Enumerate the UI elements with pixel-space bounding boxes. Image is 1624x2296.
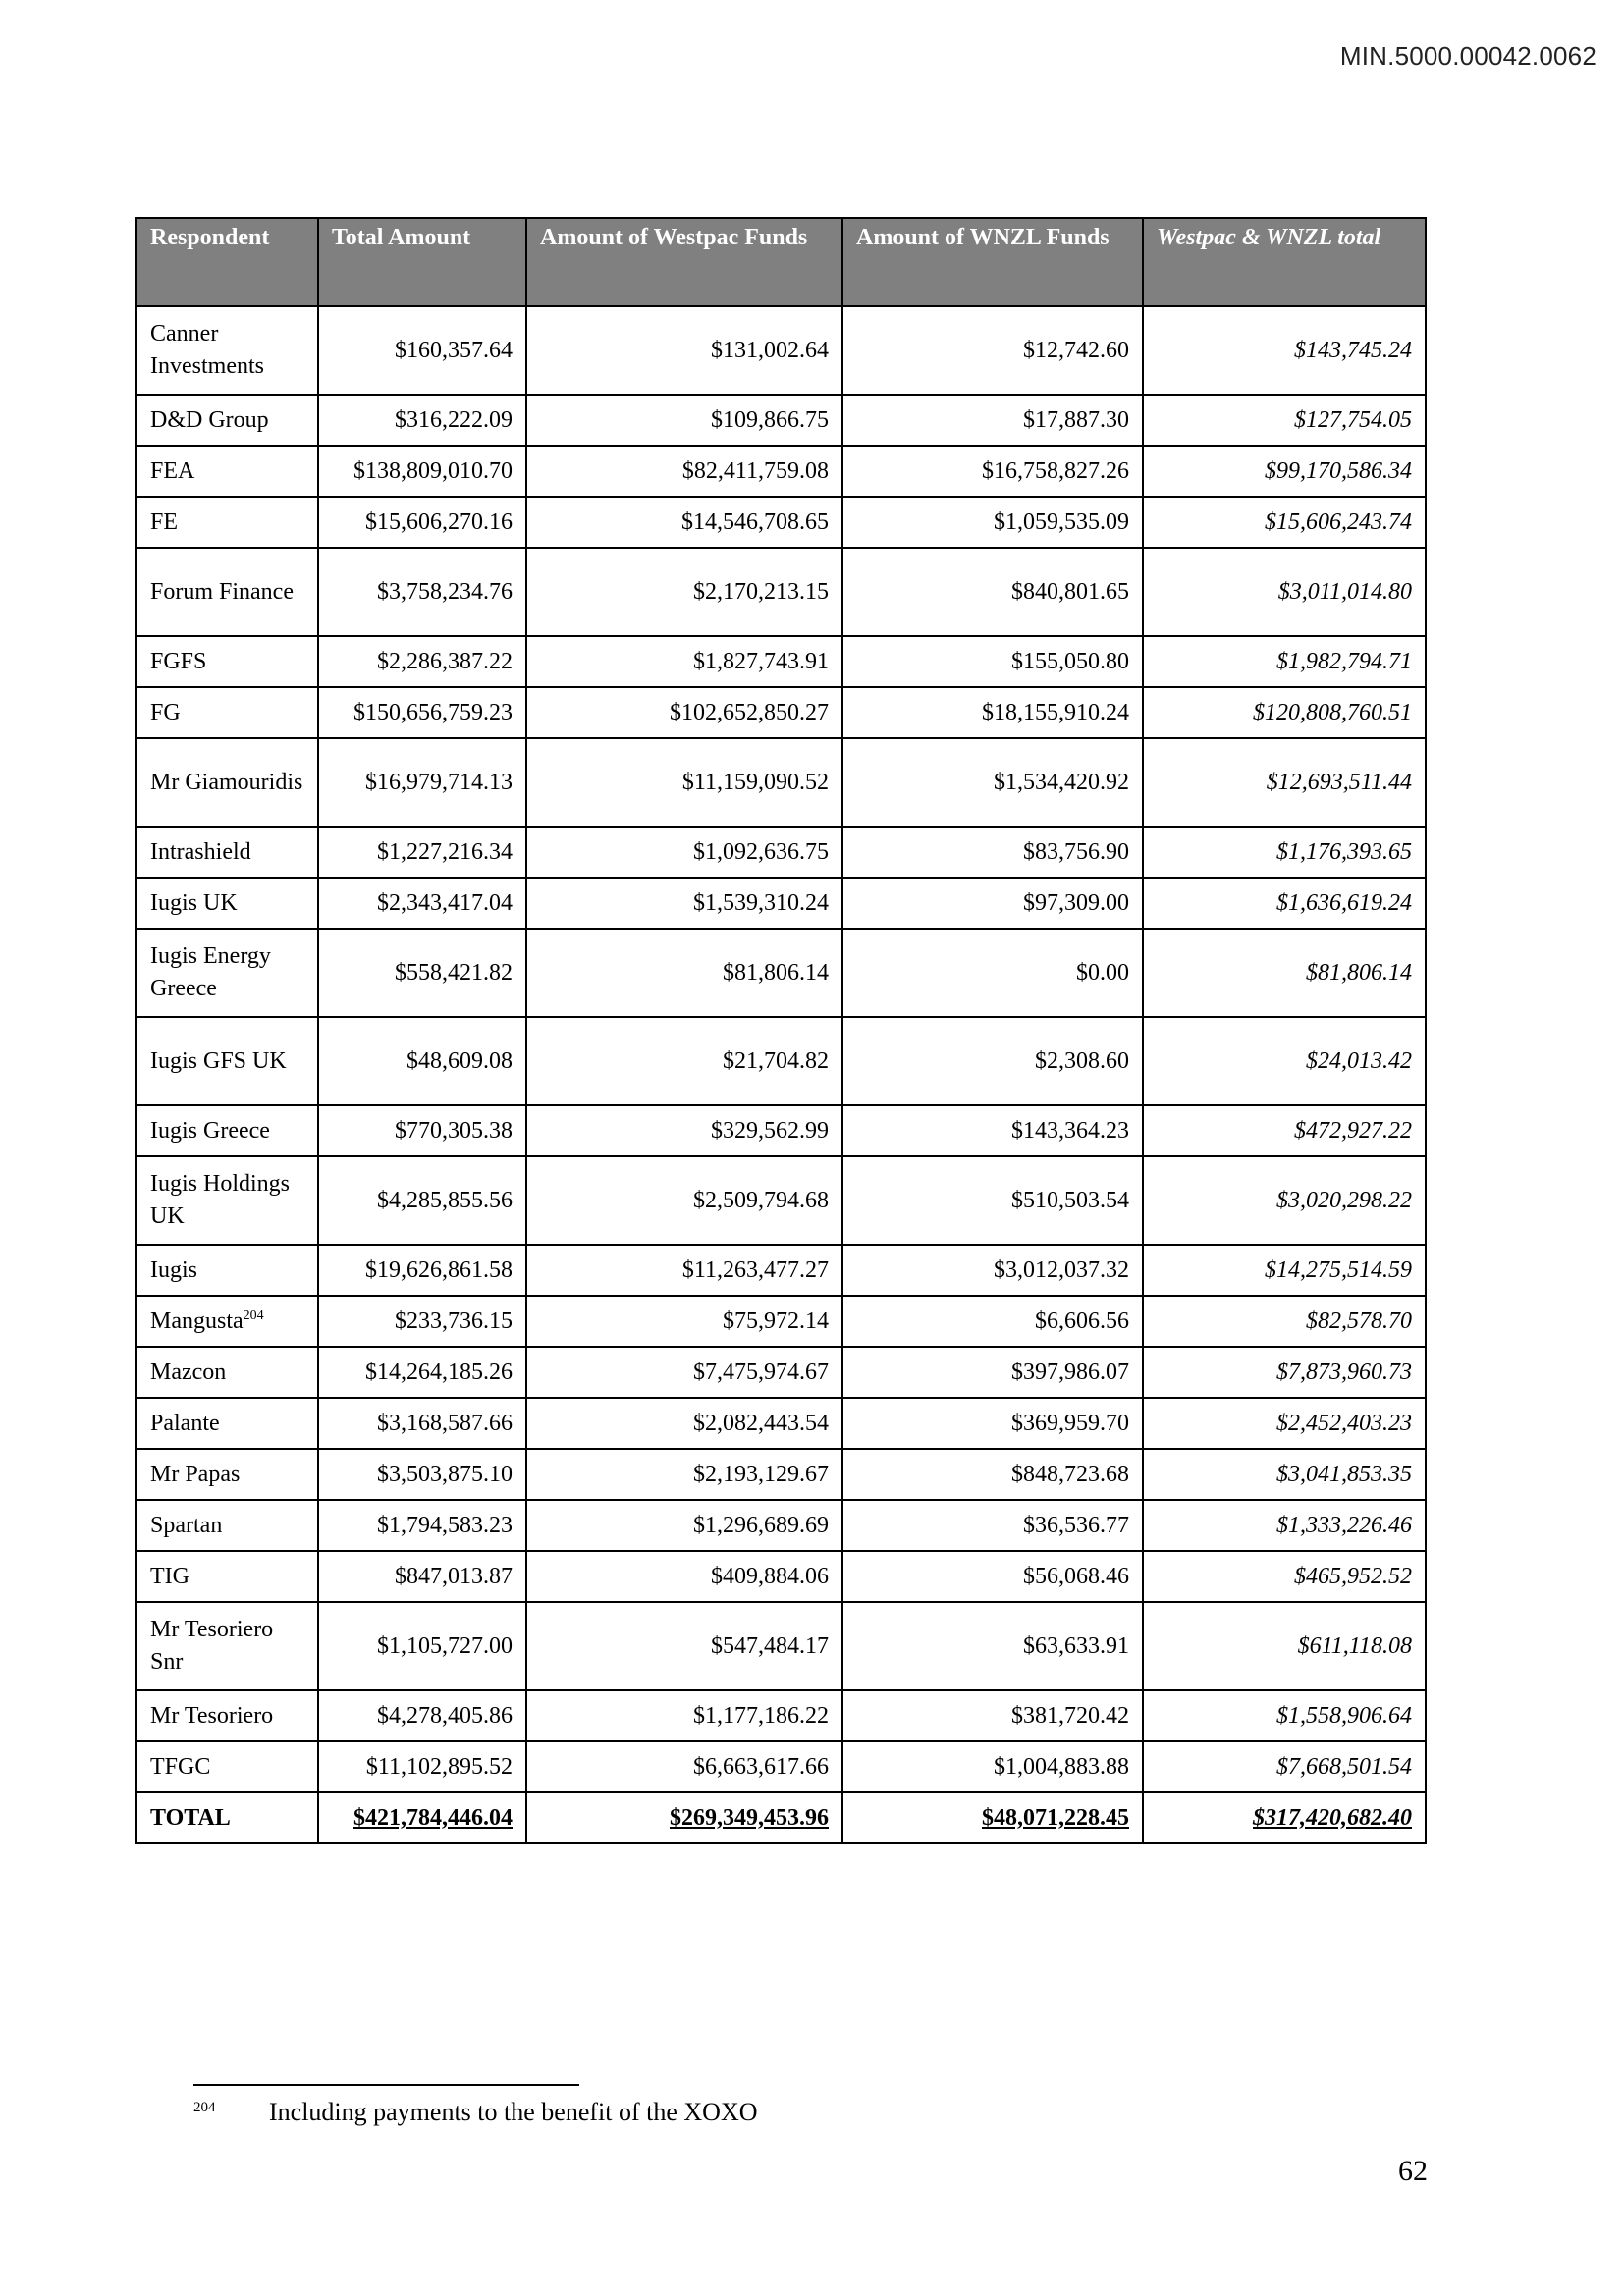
table-row xyxy=(136,548,1426,636)
westpac-funds-cell: $329,562.99 xyxy=(526,1105,842,1156)
table-row xyxy=(136,497,1426,548)
table-row xyxy=(136,1602,1426,1690)
respondent-name: Forum Finance xyxy=(150,578,294,605)
respondent-cell xyxy=(136,1500,318,1551)
header-respondent: Respondent xyxy=(136,218,318,306)
wnzl-funds-cell: $2,308.60 xyxy=(842,1017,1143,1105)
respondent-name: TFGC xyxy=(150,1753,211,1780)
westpac-funds-cell: $409,884.06 xyxy=(526,1551,842,1602)
total-amount-cell: $3,168,587.66 xyxy=(318,1398,526,1449)
table-row xyxy=(136,738,1426,827)
combined-total-cell: $120,808,760.51 xyxy=(1143,687,1426,738)
header-westpac-funds: Amount of Westpac Funds xyxy=(526,218,842,306)
combined-total-cell: $7,668,501.54 xyxy=(1143,1741,1426,1792)
grand-total-combined-cell xyxy=(1143,1792,1426,1843)
total-amount-cell: $558,421.82 xyxy=(318,929,526,1017)
combined-total-cell: $1,176,393.65 xyxy=(1143,827,1426,878)
wnzl-funds-cell: $63,633.91 xyxy=(842,1602,1143,1690)
wnzl-funds-cell: $83,756.90 xyxy=(842,827,1143,878)
table-row xyxy=(136,1017,1426,1105)
combined-total-cell: $14,275,514.59 xyxy=(1143,1245,1426,1296)
wnzl-funds-cell: $143,364.23 xyxy=(842,1105,1143,1156)
total-amount-cell: $16,979,714.13 xyxy=(318,738,526,827)
total-amount-cell: $14,264,185.26 xyxy=(318,1347,526,1398)
respondent-name: FG xyxy=(150,699,181,725)
table-row xyxy=(136,827,1426,878)
wnzl-funds-cell: $510,503.54 xyxy=(842,1156,1143,1245)
table-row xyxy=(136,1245,1426,1296)
respondent-cell xyxy=(136,1741,318,1792)
table-row xyxy=(136,1296,1426,1347)
respondent-cell xyxy=(136,929,318,1017)
combined-total-cell: $465,952.52 xyxy=(1143,1551,1426,1602)
wnzl-funds-cell: $1,534,420.92 xyxy=(842,738,1143,827)
westpac-funds-cell: $11,159,090.52 xyxy=(526,738,842,827)
respondent-cell xyxy=(136,1296,318,1347)
westpac-funds-cell: $2,170,213.15 xyxy=(526,548,842,636)
wnzl-funds-cell: $36,536.77 xyxy=(842,1500,1143,1551)
table-row xyxy=(136,1347,1426,1398)
westpac-funds-cell: $1,827,743.91 xyxy=(526,636,842,687)
respondent-cell xyxy=(136,738,318,827)
westpac-funds-cell: $6,663,617.66 xyxy=(526,1741,842,1792)
respondent-cell xyxy=(136,395,318,446)
grand-total-westpac: $269,349,453.96 xyxy=(670,1804,829,1831)
table-row xyxy=(136,1398,1426,1449)
combined-total-cell: $99,170,586.34 xyxy=(1143,446,1426,497)
westpac-funds-cell: $131,002.64 xyxy=(526,306,842,395)
combined-total-cell: $611,118.08 xyxy=(1143,1602,1426,1690)
combined-total-cell: $81,806.14 xyxy=(1143,929,1426,1017)
table-row xyxy=(136,395,1426,446)
respondent-cell xyxy=(136,1156,318,1245)
table-row xyxy=(136,1551,1426,1602)
combined-total-cell: $127,754.05 xyxy=(1143,395,1426,446)
westpac-funds-cell: $21,704.82 xyxy=(526,1017,842,1105)
respondent-cell xyxy=(136,1105,318,1156)
wnzl-funds-cell: $397,986.07 xyxy=(842,1347,1143,1398)
table-row xyxy=(136,687,1426,738)
respondent-name: Canner Investments xyxy=(150,321,264,379)
total-amount-cell: $138,809,010.70 xyxy=(318,446,526,497)
total-amount-cell: $1,105,727.00 xyxy=(318,1602,526,1690)
respondent-name: Mangusta xyxy=(150,1308,244,1334)
respondent-name: Mr Papas xyxy=(150,1461,241,1487)
grand-total-wnzl: $48,071,228.45 xyxy=(982,1804,1129,1831)
combined-total-cell: $472,927.22 xyxy=(1143,1105,1426,1156)
wnzl-funds-cell: $18,155,910.24 xyxy=(842,687,1143,738)
table-row xyxy=(136,1741,1426,1792)
table-row xyxy=(136,306,1426,395)
table-row xyxy=(136,1690,1426,1741)
respondent-cell xyxy=(136,1690,318,1741)
combined-total-cell: $143,745.24 xyxy=(1143,306,1426,395)
respondent-cell xyxy=(136,878,318,929)
respondent-name: Mr Tesoriero Snr xyxy=(150,1617,274,1675)
combined-total-cell: $1,982,794.71 xyxy=(1143,636,1426,687)
wnzl-funds-cell: $1,004,883.88 xyxy=(842,1741,1143,1792)
wnzl-funds-cell: $17,887.30 xyxy=(842,395,1143,446)
respondent-cell xyxy=(136,1245,318,1296)
wnzl-funds-cell: $3,012,037.32 xyxy=(842,1245,1143,1296)
westpac-funds-cell: $1,296,689.69 xyxy=(526,1500,842,1551)
respondent-name: FE xyxy=(150,508,179,535)
grand-total-wnzl-cell xyxy=(842,1792,1143,1843)
westpac-funds-cell: $7,475,974.67 xyxy=(526,1347,842,1398)
combined-total-cell: $15,606,243.74 xyxy=(1143,497,1426,548)
table-row xyxy=(136,636,1426,687)
combined-total-cell: $12,693,511.44 xyxy=(1143,738,1426,827)
respondent-name: Mr Tesoriero xyxy=(150,1702,274,1729)
respondent-cell xyxy=(136,636,318,687)
footnote-number: 204 xyxy=(193,2100,216,2115)
total-amount-cell: $2,343,417.04 xyxy=(318,878,526,929)
total-amount-cell: $2,286,387.22 xyxy=(318,636,526,687)
wnzl-funds-cell: $16,758,827.26 xyxy=(842,446,1143,497)
total-amount-cell: $1,227,216.34 xyxy=(318,827,526,878)
header-total-amount: Total Amount xyxy=(318,218,526,306)
wnzl-funds-cell: $1,059,535.09 xyxy=(842,497,1143,548)
combined-total-cell: $1,558,906.64 xyxy=(1143,1690,1426,1741)
respondent-name: Iugis Holdings UK xyxy=(150,1171,291,1229)
westpac-funds-cell: $75,972.14 xyxy=(526,1296,842,1347)
wnzl-funds-cell: $6,606.56 xyxy=(842,1296,1143,1347)
respondent-cell xyxy=(136,827,318,878)
westpac-funds-cell: $2,082,443.54 xyxy=(526,1398,842,1449)
respondent-name: Mazcon xyxy=(150,1359,227,1385)
grand-total-westpac-cell xyxy=(526,1792,842,1843)
combined-total-cell: $3,020,298.22 xyxy=(1143,1156,1426,1245)
respondent-name: Mr Giamouridis xyxy=(150,769,303,795)
total-amount-cell: $316,222.09 xyxy=(318,395,526,446)
combined-total-cell: $1,333,226.46 xyxy=(1143,1500,1426,1551)
table-header-row xyxy=(136,218,1426,306)
westpac-funds-cell: $11,263,477.27 xyxy=(526,1245,842,1296)
combined-total-cell: $7,873,960.73 xyxy=(1143,1347,1426,1398)
respondent-cell xyxy=(136,1398,318,1449)
total-amount-cell: $15,606,270.16 xyxy=(318,497,526,548)
page-number: 62 xyxy=(1398,2155,1428,2187)
wnzl-funds-cell: $12,742.60 xyxy=(842,306,1143,395)
wnzl-funds-cell: $155,050.80 xyxy=(842,636,1143,687)
respondent-name: Intrashield xyxy=(150,838,251,865)
total-amount-cell: $770,305.38 xyxy=(318,1105,526,1156)
combined-total-cell: $3,041,853.35 xyxy=(1143,1449,1426,1500)
respondent-name: Iugis Energy Greece xyxy=(150,943,271,1001)
respondent-name: FGFS xyxy=(150,648,207,674)
combined-total-cell: $82,578.70 xyxy=(1143,1296,1426,1347)
footnote-divider xyxy=(193,2084,579,2086)
grand-total-amount: $421,784,446.04 xyxy=(353,1804,513,1831)
westpac-funds-cell: $81,806.14 xyxy=(526,929,842,1017)
westpac-funds-cell: $1,092,636.75 xyxy=(526,827,842,878)
wnzl-funds-cell: $840,801.65 xyxy=(842,548,1143,636)
respondent-cell xyxy=(136,306,318,395)
combined-total-cell: $24,013.42 xyxy=(1143,1017,1426,1105)
respondent-funds-table xyxy=(135,217,1427,1844)
table-row xyxy=(136,1105,1426,1156)
wnzl-funds-cell: $97,309.00 xyxy=(842,878,1143,929)
respondent-cell xyxy=(136,1347,318,1398)
table-row xyxy=(136,1500,1426,1551)
wnzl-funds-cell: $381,720.42 xyxy=(842,1690,1143,1741)
westpac-funds-cell: $547,484.17 xyxy=(526,1602,842,1690)
total-row xyxy=(136,1792,1426,1843)
respondent-cell xyxy=(136,1449,318,1500)
respondent-name: Spartan xyxy=(150,1512,223,1538)
table-row xyxy=(136,1449,1426,1500)
footnote-reference: 204 xyxy=(243,1308,264,1323)
combined-total-cell: $3,011,014.80 xyxy=(1143,548,1426,636)
total-amount-cell: $48,609.08 xyxy=(318,1017,526,1105)
table-row xyxy=(136,1156,1426,1245)
total-amount-cell: $847,013.87 xyxy=(318,1551,526,1602)
total-amount-cell: $11,102,895.52 xyxy=(318,1741,526,1792)
westpac-funds-cell: $102,652,850.27 xyxy=(526,687,842,738)
respondent-name: Iugis UK xyxy=(150,889,238,916)
respondent-name: Iugis xyxy=(150,1256,197,1283)
respondent-cell xyxy=(136,548,318,636)
table-row xyxy=(136,446,1426,497)
combined-total-cell: $1,636,619.24 xyxy=(1143,878,1426,929)
total-amount-cell: $19,626,861.58 xyxy=(318,1245,526,1296)
combined-total-cell: $2,452,403.23 xyxy=(1143,1398,1426,1449)
respondent-cell xyxy=(136,446,318,497)
header-combined-total: Westpac & WNZL total xyxy=(1143,218,1426,306)
respondent-cell xyxy=(136,497,318,548)
total-amount-cell: $4,285,855.56 xyxy=(318,1156,526,1245)
respondent-name: FEA xyxy=(150,457,195,484)
respondent-cell xyxy=(136,1017,318,1105)
document-id: MIN.5000.00042.0062 xyxy=(1339,41,1597,71)
westpac-funds-cell: $82,411,759.08 xyxy=(526,446,842,497)
table-body xyxy=(136,306,1426,1843)
wnzl-funds-cell: $56,068.46 xyxy=(842,1551,1143,1602)
table-row xyxy=(136,929,1426,1017)
respondent-name: Iugis GFS UK xyxy=(150,1047,287,1074)
westpac-funds-cell: $109,866.75 xyxy=(526,395,842,446)
total-amount-cell: $3,503,875.10 xyxy=(318,1449,526,1500)
westpac-funds-cell: $1,539,310.24 xyxy=(526,878,842,929)
respondent-cell xyxy=(136,1602,318,1690)
respondent-name: TIG xyxy=(150,1563,189,1589)
respondent-cell xyxy=(136,687,318,738)
grand-total-combined: $317,420,682.40 xyxy=(1253,1804,1412,1831)
footnote-text: Including payments to the benefit of the XOXO xyxy=(269,2098,758,2126)
total-amount-cell: $3,758,234.76 xyxy=(318,548,526,636)
westpac-funds-cell: $1,177,186.22 xyxy=(526,1690,842,1741)
header-wnzl-funds: Amount of WNZL Funds xyxy=(842,218,1143,306)
wnzl-funds-cell: $848,723.68 xyxy=(842,1449,1143,1500)
wnzl-funds-cell: $0.00 xyxy=(842,929,1143,1017)
total-amount-cell: $160,357.64 xyxy=(318,306,526,395)
total-amount-cell: $233,736.15 xyxy=(318,1296,526,1347)
wnzl-funds-cell: $369,959.70 xyxy=(842,1398,1143,1449)
westpac-funds-cell: $2,193,129.67 xyxy=(526,1449,842,1500)
table-row xyxy=(136,878,1426,929)
grand-total-amount-cell xyxy=(318,1792,526,1843)
respondent-name: D&D Group xyxy=(150,406,269,433)
total-amount-cell: $1,794,583.23 xyxy=(318,1500,526,1551)
respondent-name: Palante xyxy=(150,1410,220,1436)
total-amount-cell: $150,656,759.23 xyxy=(318,687,526,738)
respondent-name: Iugis Greece xyxy=(150,1117,270,1144)
respondent-cell xyxy=(136,1551,318,1602)
total-label: TOTAL xyxy=(136,1792,318,1843)
westpac-funds-cell: $14,546,708.65 xyxy=(526,497,842,548)
westpac-funds-cell: $2,509,794.68 xyxy=(526,1156,842,1245)
total-amount-cell: $4,278,405.86 xyxy=(318,1690,526,1741)
